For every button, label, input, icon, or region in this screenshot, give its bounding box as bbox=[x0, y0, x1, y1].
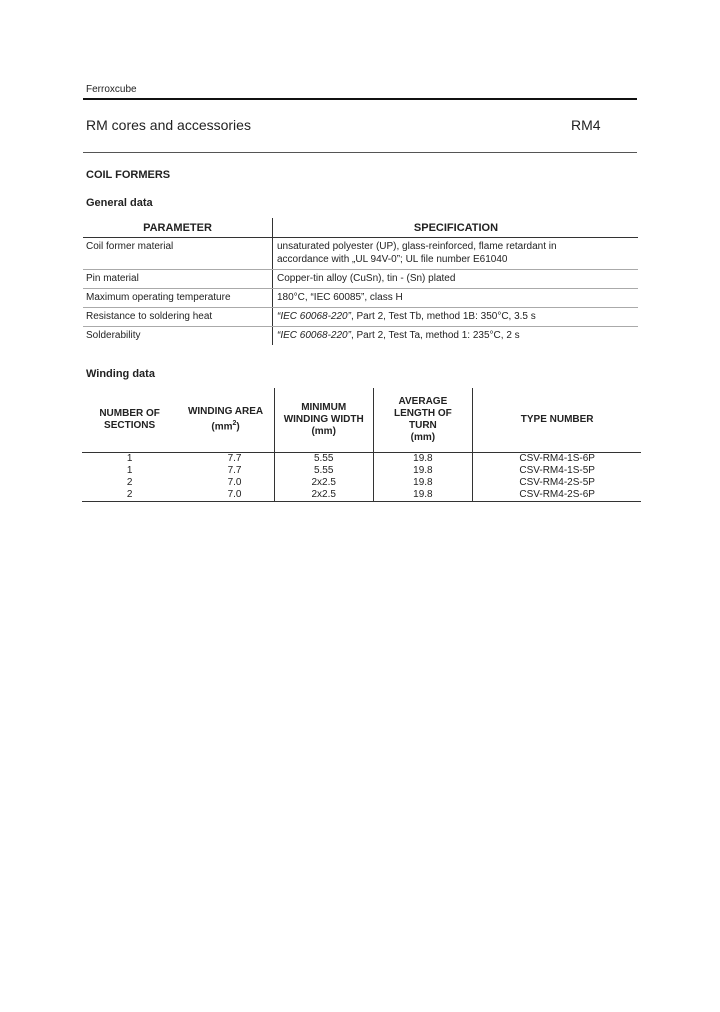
spec-cell bbox=[273, 308, 639, 327]
spec-cell bbox=[273, 238, 639, 270]
sections-cell: 2 bbox=[126, 477, 133, 488]
width-cell: 5.55 bbox=[274, 453, 373, 466]
sections-cell: 1 bbox=[126, 453, 133, 464]
col-sections bbox=[82, 388, 177, 453]
spec-cell bbox=[273, 327, 639, 346]
general-data-heading: General data bbox=[86, 197, 153, 209]
sections-cell: 1 bbox=[126, 465, 133, 476]
table-row bbox=[83, 238, 638, 270]
header-rule bbox=[83, 98, 637, 100]
type-cell: CSV-RM4-2S-6P bbox=[473, 489, 641, 502]
area-cell: 7.0 bbox=[227, 477, 242, 488]
type-cell: CSV-RM4-2S-5P bbox=[473, 477, 641, 489]
table-row bbox=[82, 465, 641, 477]
width-cell: 2x2.5 bbox=[274, 477, 373, 489]
title-rule bbox=[83, 152, 637, 153]
table-row bbox=[83, 327, 638, 346]
header-line: MINIMUM bbox=[301, 402, 347, 413]
col-winding-width bbox=[274, 388, 373, 453]
length-cell: 19.8 bbox=[373, 453, 473, 466]
col-parameter: PARAMETER bbox=[83, 218, 273, 238]
table-row bbox=[83, 289, 638, 308]
type-cell: CSV-RM4-1S-5P bbox=[473, 465, 641, 477]
header-line: (mm) bbox=[410, 432, 436, 443]
area-cell: 7.0 bbox=[227, 489, 242, 500]
param-cell: Maximum operating temperature bbox=[83, 289, 273, 308]
winding-data-heading: Winding data bbox=[86, 368, 155, 380]
header-line: (mm bbox=[211, 421, 233, 433]
param-cell: Solderability bbox=[83, 327, 273, 346]
header-line: (mm) bbox=[311, 426, 336, 437]
length-cell: 19.8 bbox=[373, 465, 473, 477]
table-row bbox=[82, 477, 641, 489]
header-line: SECTIONS bbox=[104, 420, 156, 431]
header-line: AVERAGE bbox=[398, 396, 448, 407]
sections-cell: 2 bbox=[126, 489, 133, 500]
spec-line: unsaturated polyester (UP), glass-reinforced, flame retardant in bbox=[277, 241, 557, 252]
page-title: RM cores and accessories bbox=[86, 117, 251, 133]
length-cell: 19.8 bbox=[373, 477, 473, 489]
winding-data-table bbox=[82, 388, 641, 502]
header-line: TURN bbox=[409, 420, 437, 431]
spec-line: accordance with „UL 94V-0”; UL file number E61040 bbox=[277, 254, 508, 265]
spec-cell: Copper-tin alloy (CuSn), tin - (Sn) plated bbox=[273, 270, 639, 289]
table-row bbox=[82, 453, 641, 466]
col-specification: SPECIFICATION bbox=[413, 221, 499, 234]
area-cell: 7.7 bbox=[227, 453, 242, 464]
header-line: WINDING AREA bbox=[187, 406, 264, 418]
table-row bbox=[83, 270, 638, 289]
width-cell: 2x2.5 bbox=[274, 489, 373, 502]
param-cell: Pin material bbox=[83, 270, 273, 289]
standard-ref: “IEC 60068-220” bbox=[277, 311, 351, 322]
standard-ref: “IEC 60068-220” bbox=[277, 330, 351, 341]
col-winding-area bbox=[177, 388, 274, 453]
superscript: 2 bbox=[232, 420, 237, 428]
col-turn-length bbox=[373, 388, 473, 453]
table-row bbox=[83, 308, 638, 327]
product-code: RM4 bbox=[571, 117, 601, 133]
area-cell: 7.7 bbox=[227, 465, 242, 476]
table-header-row bbox=[82, 388, 641, 453]
section-title: COIL FORMERS bbox=[86, 169, 171, 181]
param-cell: Coil former material bbox=[83, 238, 273, 270]
company-name: Ferroxcube bbox=[86, 84, 137, 95]
table-header-row bbox=[83, 218, 638, 238]
length-cell: 19.8 bbox=[373, 489, 473, 502]
table-row bbox=[82, 489, 641, 502]
header-line: WINDING WIDTH bbox=[283, 414, 364, 425]
width-cell: 5.55 bbox=[274, 465, 373, 477]
header-line: LENGTH OF bbox=[394, 408, 452, 419]
general-data-table bbox=[83, 218, 638, 345]
spec-text: , Part 2, Test Ta, method 1: 235°C, 2 s bbox=[350, 330, 520, 341]
header-line: NUMBER OF bbox=[99, 408, 160, 419]
spec-cell: 180°C, “IEC 60085”, class H bbox=[273, 289, 639, 308]
spec-text: , Part 2, Test Tb, method 1B: 350°C, 3.5 s bbox=[350, 311, 536, 322]
type-cell: CSV-RM4-1S-6P bbox=[473, 453, 641, 466]
param-cell: Resistance to soldering heat bbox=[83, 308, 273, 327]
header-line: ) bbox=[236, 421, 240, 433]
col-type-number: TYPE NUMBER bbox=[473, 388, 641, 453]
